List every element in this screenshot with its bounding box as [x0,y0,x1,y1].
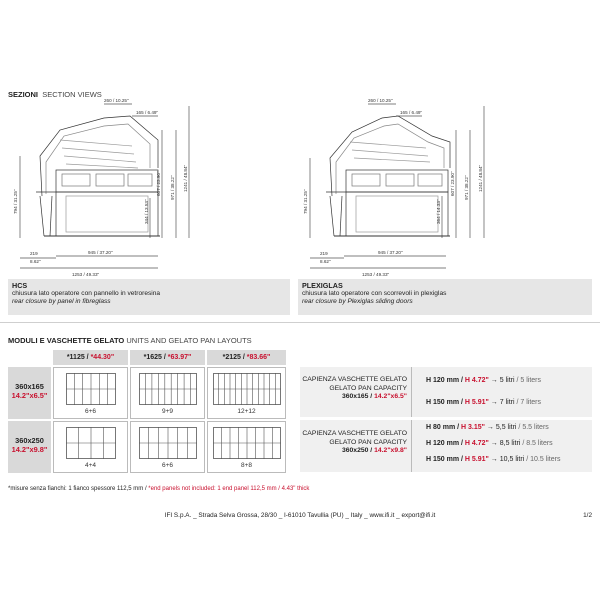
capacity-line: H 150 mm / H 5.91" → 10,5 litri / 10.5 liters [426,456,561,463]
hcs-small2: 8.62" [30,259,41,264]
hcs-depth: 945 / 37.20" [88,250,113,255]
plexi-h3: 1241 / 48.84" [478,164,483,192]
row-head-360x165: 360x165 14.2"x6.5" [8,367,51,419]
plexi-lid-dim: 165 / 6.49" [400,110,423,115]
hcs-total: 1253 / 49.33" [72,272,100,277]
plexiglas-section-drawing [298,96,598,278]
hcs-left-height: 794 / 31.25" [13,189,18,214]
capacity-line: H 120 mm / H 4.72" → 5 litri / 5 liters [426,377,541,384]
col-head-1125: *1125 / *44.30" [53,350,128,365]
plexi-depth: 945 / 37.20" [378,250,403,255]
hcs-h1: 607 / 23.90" [156,171,161,196]
hcs-h3: 1241 / 48.84" [183,164,188,192]
hcs-section-drawing [0,96,300,278]
hcs-h2: 971 / 38.22" [170,175,175,200]
layout-cell: 8+8 [207,421,286,473]
capacity-label: CAPIENZA VASCHETTE GELATO GELATO PAN CAPACITY 360x250 / 14.2"x9.8" [300,420,412,472]
layout-cell: 6+6 [53,367,128,419]
capacity-label: CAPIENZA VASCHETTE GELATO GELATO PAN CAPACITY 360x165 / 14.2"x6.5" [300,367,412,417]
plexi-h4: 364 / 14.33" [436,199,441,224]
plexi-h1: 607 / 23.90" [450,171,455,196]
plexiglas-caption: PLEXIGLAS chiusura lato operatore con scorrevoli in plexiglas rear closure by Plexiglas sliding doors [298,279,592,315]
hcs-lid-dim: 165 / 6.49" [136,110,159,115]
hcs-top-dim: 260 / 10.25" [104,98,129,103]
pan-layout-4-4 [66,427,116,459]
company-footer: IFI S.p.A. _ Strada Selva Grossa, 28/30 _ I-61010 Tavullia (PU) _ Italy _ www.ifi.it _ export@ifi.it [164,512,436,519]
plexi-left-height: 794 / 31.25" [303,189,308,214]
plexi-top-dim: 260 / 10.25" [368,98,393,103]
hcs-small1: 219 [30,251,38,256]
modules-title: MODULI E VASCHETTE GELATO UNITS AND GELATO PAN LAYOUTS [8,336,252,345]
page-number: 1/2 [583,512,592,519]
plexi-small1: 219 [320,251,328,256]
capacity-line: H 120 mm / H 4.72" → 8,5 litri / 8.5 liters [426,440,553,447]
plexi-h2: 971 / 38.22" [464,175,469,200]
layout-cell: 12+12 [207,367,286,419]
pan-layout-12-12 [213,373,281,405]
hcs-h4: 344 / 13.53" [144,199,149,224]
modules-grid [8,350,286,470]
capacity-block-360x165 [300,367,592,417]
plexi-small2: 8.62" [320,259,331,264]
col-head-2125: *2125 / *83.66" [207,350,286,365]
col-head-1625: *1625 / *63.97" [130,350,205,365]
layout-cell: 6+6 [130,421,205,473]
capacity-line: H 80 mm / H 3.15" → 5,5 litri / 5.5 liters [426,424,549,431]
capacity-line: H 150 mm / H 5.91" → 7 litri / 7 liters [426,399,541,406]
footnote: *misure senza fianchi: 1 fianco spessore 112,5 mm / *end panels not included: 1 end panel 112,5 mm / 4.43" thick [8,486,310,492]
section-title: SEZIONI SECTION VIEWS [8,90,102,99]
plexi-total: 1253 / 49.33" [362,272,390,277]
capacity-block-360x250 [300,420,592,472]
layout-cell: 9+9 [130,367,205,419]
pan-layout-6-6-large [139,427,197,459]
pan-layout-6-6 [66,373,116,405]
layout-cell: 4+4 [53,421,128,473]
pan-layout-8-8 [213,427,281,459]
divider [0,322,600,323]
pan-layout-9-9 [139,373,197,405]
hcs-caption: HCS chiusura lato operatore con pannello in vetroresina rear closure by panel in fibreglass [8,279,290,315]
row-head-360x250: 360x250 14.2"x9.8" [8,421,51,473]
